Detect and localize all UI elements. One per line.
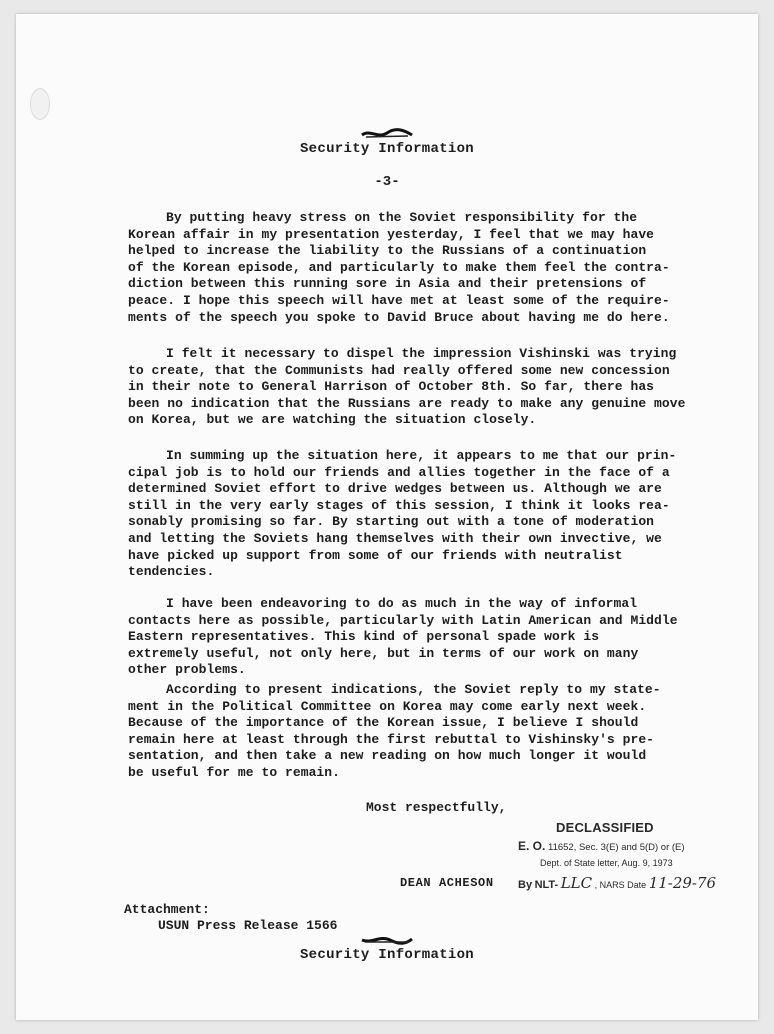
security-heading: Security Information [299,141,475,157]
paragraph-1: By putting heavy stress on the Soviet responsibility for the Korean affair in my presentation yesterday, I feel that we may have helped to increase the liability to the Russians of a continuation of the Korean episode, and particularly to make them feel the contra- diction between this running sore in Asia and their pretensions of peace. I hope this speech will have met at least some of the require- ments of the speech you spoke to David Bruce about having me do here. [128,210,670,325]
stamp-eo-prefix: E. O. [518,839,546,853]
punch-hole [30,88,50,120]
stamp-by-label: By [518,879,533,891]
paragraph-2: I felt it necessary to dispel the impression Vishinski was trying to create, that the Communists had really offered some new concession in their note to General Harrison of October 8th. So far, there has been no indication that the Russians are ready to make any genuine move on Korea, but we are watching the situation closely. [128,346,686,428]
top-classification [16,128,758,157]
declassification-stamp [518,820,748,896]
stamp-eo-line [518,839,748,853]
page-number: -3- [374,174,400,190]
paragraph-5: According to present indications, the Soviet reply to my state- ment in the Political Committee on Korea may come early next week. Because of the importance of the Korean issue, I believe I should remain here at least through the first rebuttal to Vishinsky's pre- sentation, and then take a new reading on how much longer it would be useful for me to remain. [128,682,661,780]
paragraph-4: I have been endeavoring to do as much in the way of informal contacts here as possible, particularly with Latin American and Middle Eastern representatives. This kind of personal spade work is extremely useful, not only here, but in terms of our work on many other problems. [128,596,678,678]
attachment-label: Attachment: [124,902,210,917]
stamp-by-line [518,874,748,896]
stamp-initials: LLC [560,874,593,892]
redaction-scribble-icon [360,128,414,140]
stamp-date: 11-29-76 [648,874,717,892]
closing-salutation: Most respectfully, [366,800,507,815]
security-footer: Security Information [299,947,475,963]
stamp-title: DECLASSIFIED [556,820,654,835]
paragraph-3: In summing up the situation here, it appears to me that our prin- cipal job is to hold our friends and allies together in the face of a determined Soviet effort to drive wedges between us. Although we are still in the very early stages of this session, I think it looks rea- sonably promising so far. By starting out with a tone of moderation and letting the Soviets hang themselves with their own invective, we have picked up support from some of our friends with neutralist tendencies. [128,448,677,580]
document-page [16,14,758,1020]
stamp-by-value: NLT- [534,879,559,891]
stamp-nars-label: , NARS Date [594,880,647,890]
attachment-item: USUN Press Release 1566 [158,918,338,933]
signer-name: DEAN ACHESON [400,876,494,890]
bottom-classification [16,934,758,963]
redaction-scribble-icon [360,934,414,946]
stamp-eo-text: 11652, Sec. 3(E) and 5(D) or (E) [547,842,685,853]
stamp-dept-letter: Dept. of State letter, Aug. 9, 1973 [540,858,673,868]
attachment-block [124,902,337,934]
